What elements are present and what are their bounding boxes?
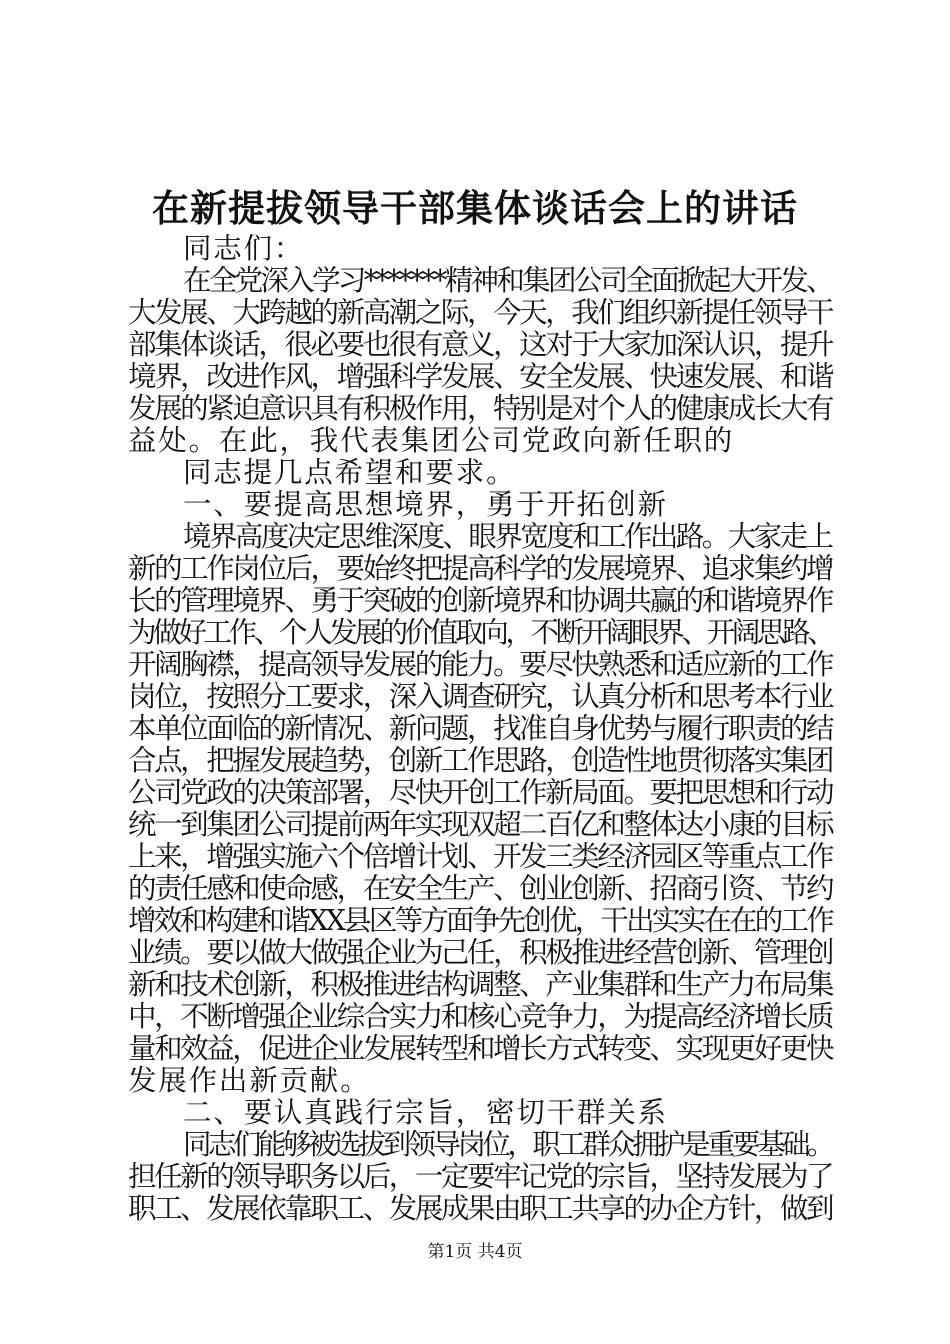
paragraph-line: 部集体谈话，很必要也很有意义，这对于大家加深认识，提升 — [128, 328, 833, 361]
paragraph-line: 新和技术创新，积极推进结构调整、产业集群和生产力布局集 — [128, 968, 833, 1001]
paragraph-line: 量和效益，促进企业发展转型和增长方式转变、实现更好更快 — [128, 1032, 833, 1065]
paragraph-line: 发展作出新贡献。 — [128, 1064, 371, 1097]
paragraph-line: 境界高度决定思维深度、眼界宽度和工作出路。大家走上 — [183, 520, 832, 553]
document-title: 在新提拔领导干部集体谈话会上的讲话 — [152, 186, 798, 230]
paragraph-line: 担任新的领导职务以后，一定要牢记党的宗旨，坚持发展为了 — [128, 1160, 833, 1193]
paragraph-line: 公司党政的决策部署，尽快开创工作新局面。要把思想和行动 — [128, 776, 833, 809]
paragraph-line: 发展的紧迫意识具有积极作用，特别是对个人的健康成长大有 — [128, 392, 833, 425]
paragraph-line: 同志们能够被选拔到领导岗位，职工群众拥护是重要基础。 — [183, 1128, 832, 1161]
paragraph-line: 同志提几点希望和要求。 — [183, 456, 517, 489]
paragraph-line: 境界，改进作风，增强科学发展、安全发展、快速发展、和谐 — [128, 360, 833, 393]
paragraph-line: 业绩。要以做大做强企业为己任，积极推进经营创新、管理创 — [128, 936, 833, 969]
paragraph-line: 的责任感和使命感，在安全生产、创业创新、招商引资、节约 — [128, 872, 833, 905]
page-number-footer: 第1页 共4页 — [427, 1242, 523, 1262]
paragraph-line: 合点，把握发展趋势，创新工作思路，创造性地贯彻落实集团 — [128, 744, 833, 777]
paragraph-line: 岗位，按照分工要求，深入调查研究，认真分析和思考本行业 — [128, 680, 833, 713]
paragraph-line: 增效和构建和谐XX县区等方面争先创优，干出实实在在的工作 — [128, 904, 832, 937]
paragraph-line: 大发展、大跨越的新高潮之际，今天，我们组织新提任领导干 — [128, 296, 833, 329]
paragraph-line: 益处。在此，我代表集团公司党政向新任职的 — [128, 424, 735, 457]
salutation-line: 同志们： — [183, 232, 305, 265]
paragraph-line: 统一到集团公司提前两年实现双超二百亿和整体达小康的目标 — [128, 808, 833, 841]
paragraph-line: 本单位面临的新情况、新问题，找准自身优势与履行职责的结 — [128, 712, 833, 745]
section-heading: 二、要认真践行宗旨，密切干群关系 — [183, 1096, 668, 1129]
section-heading: 一、要提高思想境界，勇于开拓创新 — [183, 488, 668, 521]
paragraph-line: 上来，增强实施六个倍增计划、开发三类经济园区等重点工作 — [128, 840, 833, 873]
paragraph-line: 长的管理境界、勇于突破的创新境界和协调共赢的和谐境界作 — [128, 584, 833, 617]
paragraph-line: 中，不断增强企业综合实力和核心竞争力，为提高经济增长质 — [128, 1000, 833, 1033]
paragraph-line: 职工、发展依靠职工、发展成果由职工共享的办企方针，做到 — [128, 1192, 833, 1225]
paragraph-line: 为做好工作、个人发展的价值取向，不断开阔眼界、开阔思路、 — [128, 616, 833, 649]
paragraph-line: 开阔胸襟，提高领导发展的能力。要尽快熟悉和适应新的工作 — [128, 648, 833, 681]
paragraph-line: 在全党深入学习*******精神和集团公司全面掀起大开发、 — [183, 264, 832, 297]
paragraph-line: 新的工作岗位后，要始终把提高科学的发展境界、追求集约增 — [128, 552, 833, 585]
